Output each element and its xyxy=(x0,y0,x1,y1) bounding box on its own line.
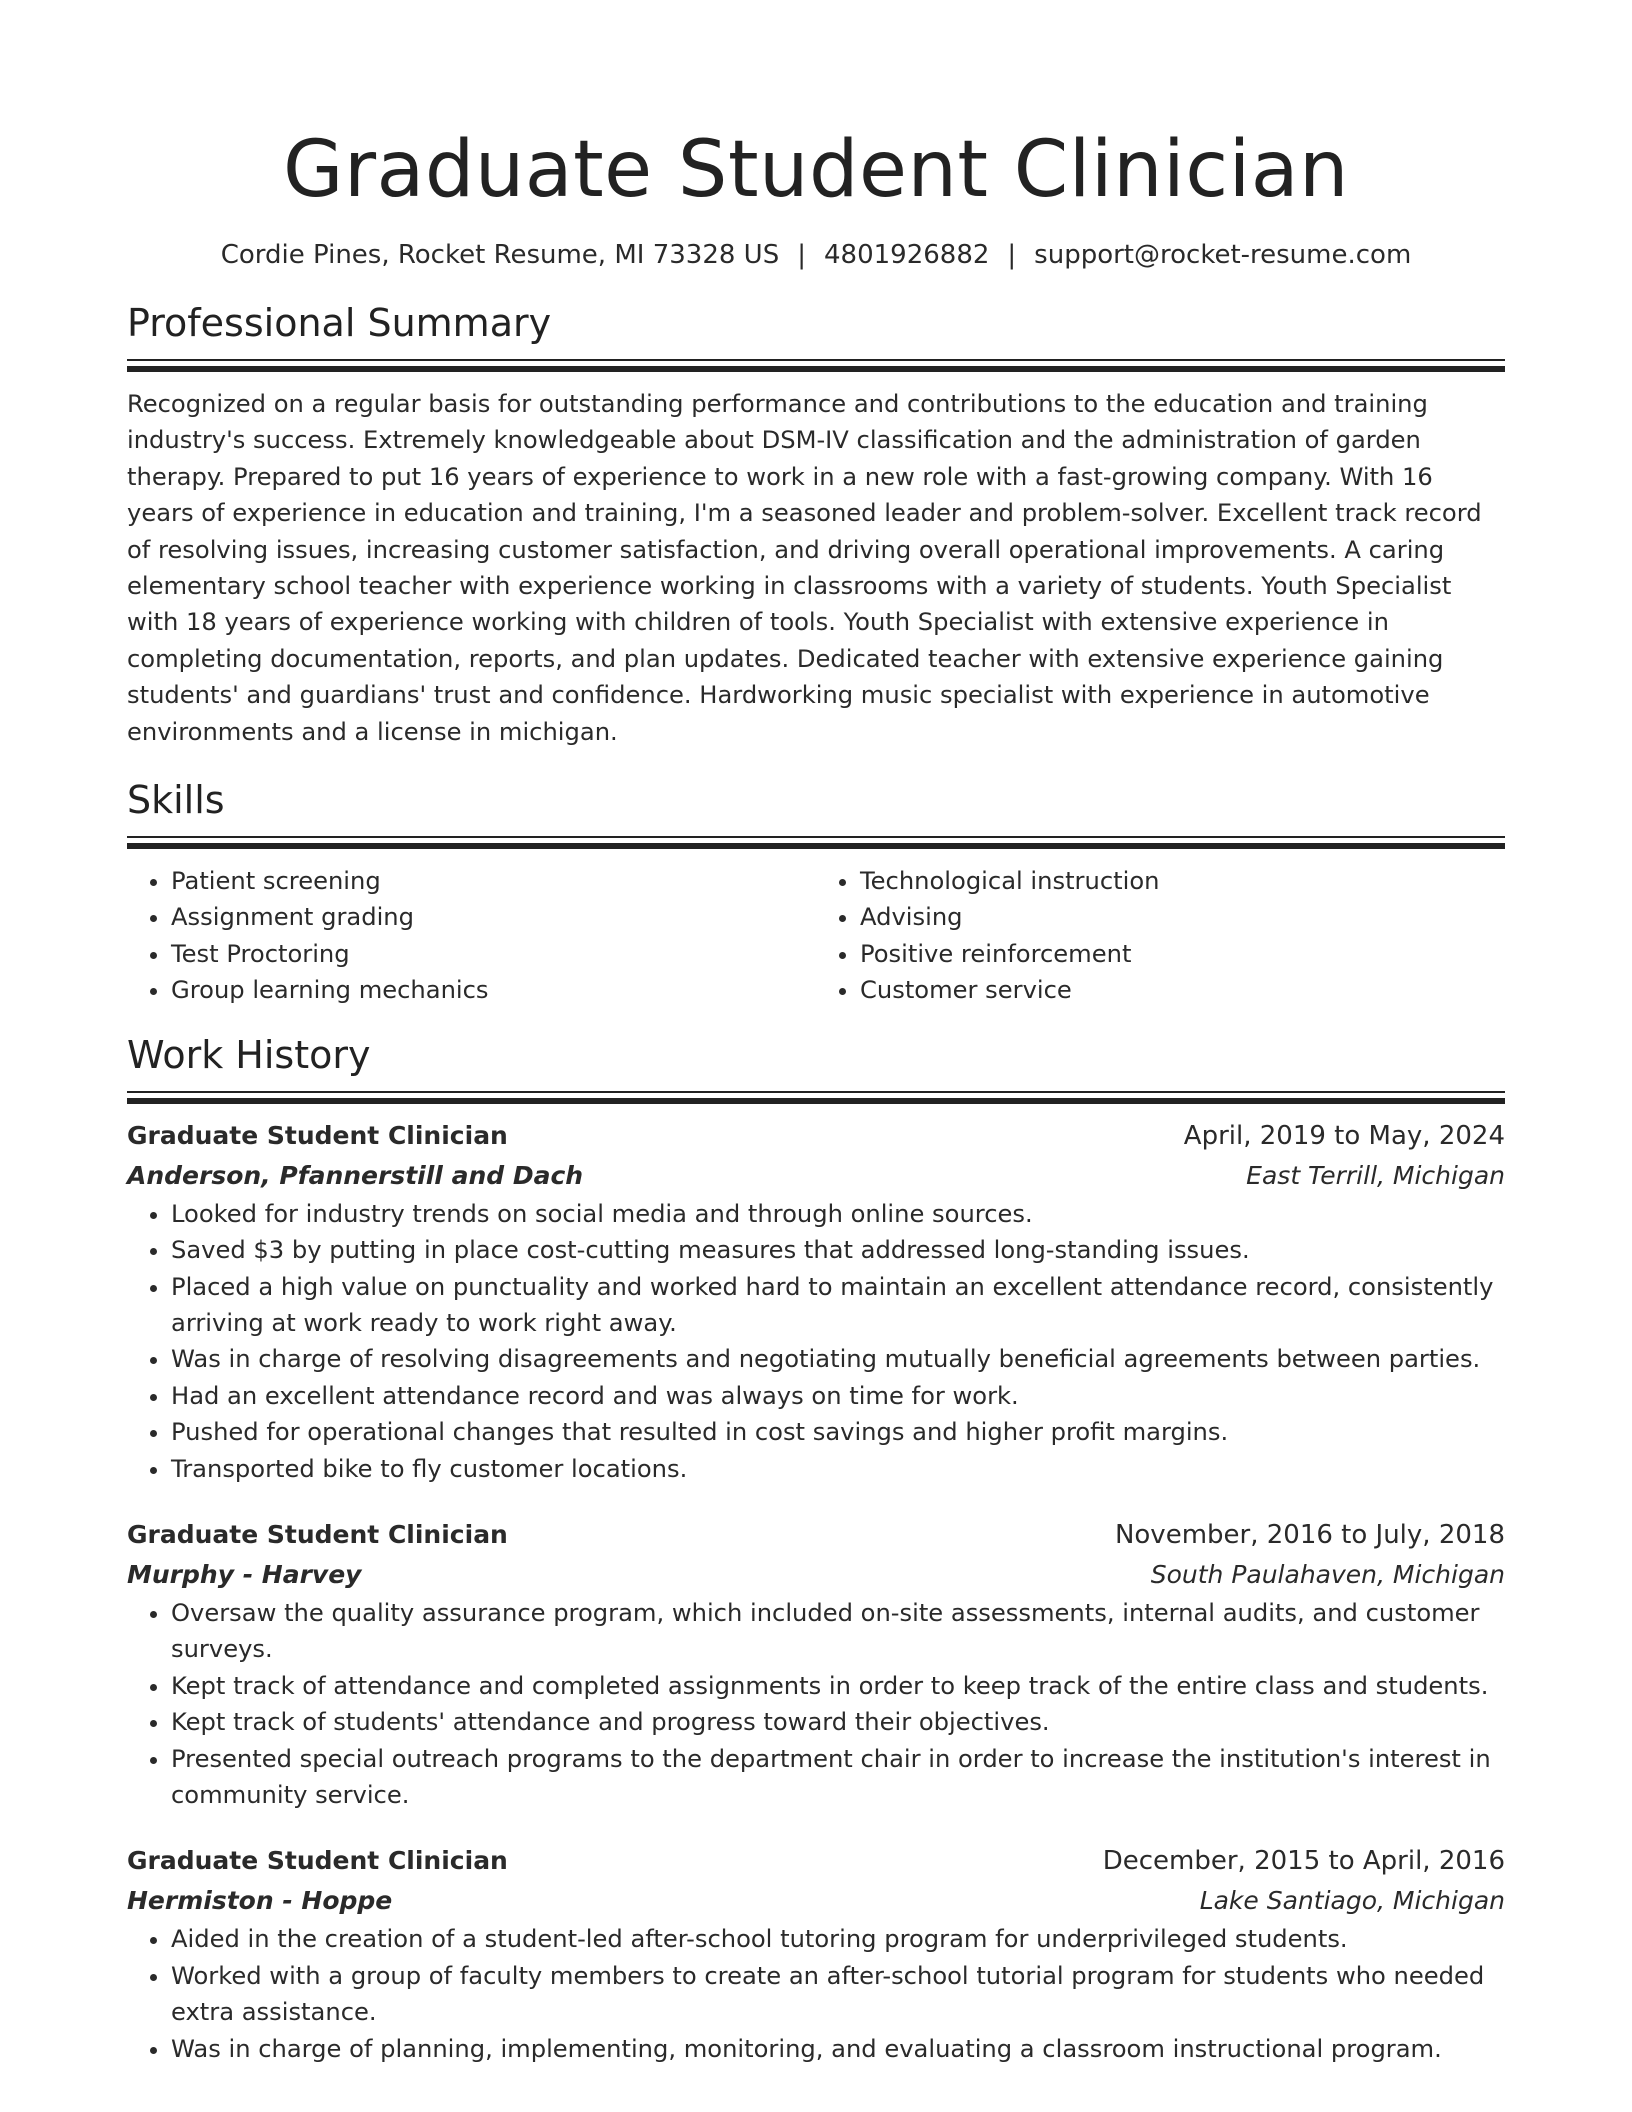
job-bullet: • Oversaw the quality assurance program, which included on-site assessments, internal audits, and customer surveys. xyxy=(171,1595,1505,1668)
section-divider xyxy=(127,1091,1505,1104)
contact-address: Cordie Pines, Rocket Resume, MI 73328 US xyxy=(220,240,780,270)
job-company: Hermiston - Hoppe xyxy=(127,1886,393,1916)
skills-columns xyxy=(127,863,1505,1009)
job-title: Graduate Student Clinician xyxy=(127,1120,508,1150)
skills-section xyxy=(127,774,1505,1009)
job-bullets xyxy=(127,1196,1505,1487)
job-location: East Terrill, Michigan xyxy=(1246,1160,1505,1190)
section-title-work-history: Work History xyxy=(127,1032,371,1077)
job-location: Lake Santiago, Michigan xyxy=(1199,1886,1505,1916)
contact-email: support@rocket-resume.com xyxy=(1034,240,1412,270)
job-dates: April, 2019 to May, 2024 xyxy=(1183,1120,1505,1151)
job-bullet: • Pushed for operational changes that resulted in cost savings and higher profit margins. xyxy=(171,1414,1505,1450)
job-bullet: • Worked with a group of faculty members to create an after-school tutorial program for students who needed extra assistance. xyxy=(171,1958,1505,2031)
job-company: Anderson, Pfannerstill and Dach xyxy=(127,1160,584,1190)
job-bullets xyxy=(127,1921,1505,2067)
job-entry xyxy=(127,1515,1505,1813)
job-bullet: • Placed a high value on punctuality and worked hard to maintain an excellent attendance record, consistently arriving at work ready to work right away. xyxy=(171,1269,1505,1342)
work-history-section xyxy=(127,1029,1505,2067)
resume-name-title: Graduate Student Clinician xyxy=(283,125,1349,215)
section-divider xyxy=(127,836,1505,849)
contact-separator: | xyxy=(797,240,806,270)
job-dates: December, 2015 to April, 2016 xyxy=(1102,1846,1505,1877)
contact-phone: 4801926882 xyxy=(823,240,990,270)
summary-section xyxy=(127,297,1505,750)
skill-item: • Patient screening xyxy=(171,863,816,899)
skills-list-right xyxy=(816,863,1505,1009)
job-bullet: • Kept track of attendance and completed assignments in order to keep track of the entire class and students. xyxy=(171,1668,1505,1704)
job-company: Murphy - Harvey xyxy=(127,1559,362,1589)
job-bullet: • Looked for industry trends on social media and through online sources. xyxy=(171,1196,1505,1232)
job-bullet: • Saved $3 by putting in place cost-cutting measures that addressed long-standing issues. xyxy=(171,1232,1505,1268)
job-header xyxy=(127,1116,1505,1156)
job-entry xyxy=(127,1116,1505,1487)
job-bullet: • Aided in the creation of a student-led after-school tutoring program for underprivileged students. xyxy=(171,1921,1505,1957)
section-divider xyxy=(127,359,1505,372)
job-subheader xyxy=(127,1555,1505,1595)
job-title: Graduate Student Clinician xyxy=(127,1519,508,1549)
job-bullet: • Was in charge of planning, implementing, monitoring, and evaluating a classroom instructional program. xyxy=(171,2031,1505,2067)
job-entry xyxy=(127,1841,1505,2067)
job-bullet: • Had an excellent attendance record and was always on time for work. xyxy=(171,1378,1505,1414)
job-dates: November, 2016 to July, 2018 xyxy=(1114,1519,1505,1550)
skill-item: • Positive reinforcement xyxy=(860,936,1505,972)
skill-item: • Technological instruction xyxy=(860,863,1505,899)
job-bullet: • Was in charge of resolving disagreements and negotiating mutually beneficial agreements between parties. xyxy=(171,1341,1505,1377)
job-subheader xyxy=(127,1881,1505,1921)
job-header xyxy=(127,1515,1505,1555)
skills-list-left xyxy=(127,863,816,1009)
skill-item: • Assignment grading xyxy=(171,899,816,935)
job-bullets xyxy=(127,1595,1505,1813)
job-title: Graduate Student Clinician xyxy=(127,1846,508,1876)
job-subheader xyxy=(127,1156,1505,1196)
section-title-skills: Skills xyxy=(127,778,225,823)
job-header xyxy=(127,1841,1505,1881)
job-bullet: • Transported bike to fly customer locations. xyxy=(171,1451,1505,1487)
contact-separator: | xyxy=(1007,240,1017,270)
section-title-summary: Professional Summary xyxy=(127,301,552,345)
summary-text: Recognized on a regular basis for outstanding performance and contributions to the education and training industry's success. Extremely knowledgeable about DSM-IV classification and the administration of garden therapy. Prepared to put 16 years of experience to work in a new role with a fast-growing company. With 16 years of experience in education and training, I'm a seasoned leader and problem-solver. Excellent track record of resolving issues, increasing customer satisfaction, and driving overall operational improvements. A caring elementary school teacher with experience working in classrooms with a variety of students. Youth Specialist with 18 years of experience working with children of tools. Youth Specialist with extensive experience in completing documentation, reports, and plan updates. Dedicated teacher with extensive experience gaining students' and guardians' trust and confidence. Hardworking music specialist with experience in automotive environments and a license in michigan. xyxy=(127,390,1482,746)
resume-page xyxy=(127,118,1505,2067)
job-bullet: • Kept track of students' attendance and progress toward their objectives. xyxy=(171,1704,1505,1740)
job-location: South Paulahaven, Michigan xyxy=(1150,1559,1505,1589)
skill-item: • Customer service xyxy=(860,972,1505,1008)
contact-line xyxy=(127,237,1505,273)
skill-item: • Test Proctoring xyxy=(171,936,816,972)
skill-item: • Group learning mechanics xyxy=(171,972,816,1008)
job-bullet: • Presented special outreach programs to the department chair in order to increase the institution's interest in community service. xyxy=(171,1741,1505,1814)
skill-item: • Advising xyxy=(860,899,1505,935)
